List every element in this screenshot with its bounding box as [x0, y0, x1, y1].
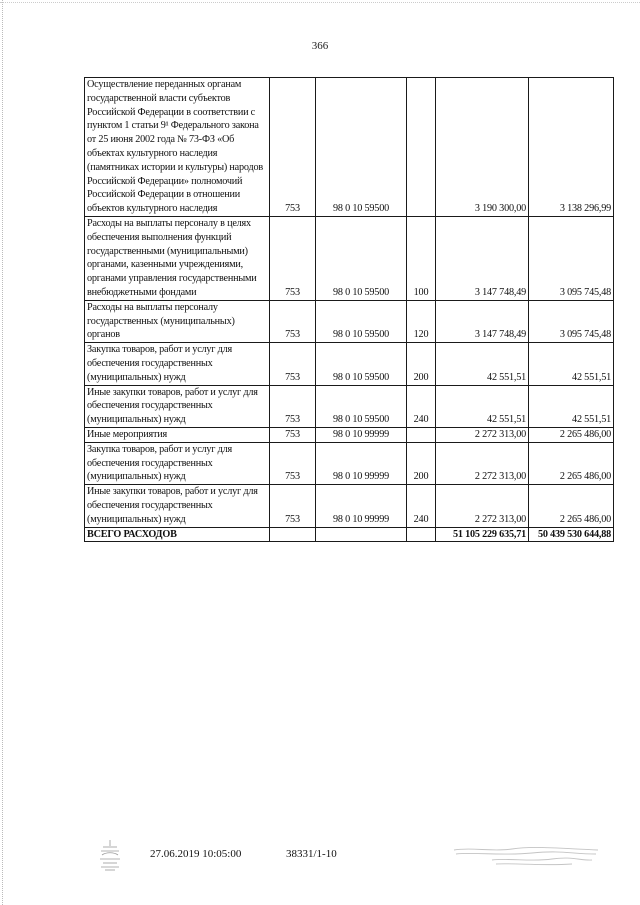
total-csr-empty: [316, 527, 407, 542]
row-sum-2019: 42 551,51: [436, 343, 529, 385]
scan-edge-left: [2, 0, 4, 905]
row-name: Иные закупки товаров, работ и услуг для обеспечения государственных (муниципальных) нужд: [85, 485, 270, 527]
row-sum-2019: 2 272 313,00: [436, 427, 529, 442]
total-grbs-empty: [270, 527, 316, 542]
row-sum-2019: 3 190 300,00: [436, 78, 529, 217]
row-name: Иные закупки товаров, работ и услуг для обеспечения государственных (муниципальных) нужд: [85, 385, 270, 427]
row-csr: 98 0 10 59500: [316, 300, 407, 342]
row-sum-2019: 2 272 313,00: [436, 485, 529, 527]
table-row: [85, 343, 614, 385]
total-row: [85, 527, 614, 542]
row-vr: 240: [407, 385, 436, 427]
scan-edge-top: [0, 2, 640, 4]
row-vr: [407, 78, 436, 217]
row-sum-2020: 3 095 745,48: [529, 300, 614, 342]
footer-doc-code: 38331/1-10: [286, 848, 337, 860]
row-sum-2020: 42 551,51: [529, 385, 614, 427]
row-sum-2019: 3 147 748,49: [436, 216, 529, 300]
row-csr: 98 0 10 99999: [316, 427, 407, 442]
row-csr: 98 0 10 99999: [316, 442, 407, 484]
row-csr: 98 0 10 59500: [316, 343, 407, 385]
table-row: [85, 300, 614, 342]
row-sum-2019: 2 272 313,00: [436, 442, 529, 484]
row-name: Расходы на выплаты персоналу в целях обеспечения выполнения функций государственными (муниципальными) органами, казенными учреждениями, органами управления государственными внебюджетными фондами: [85, 216, 270, 300]
table-row: [85, 216, 614, 300]
table-row: [85, 485, 614, 527]
budget-table: [84, 77, 614, 542]
row-grbs: 753: [270, 442, 316, 484]
row-grbs: 753: [270, 485, 316, 527]
row-sum-2020: 2 265 486,00: [529, 485, 614, 527]
row-vr: 240: [407, 485, 436, 527]
row-name: Закупка товаров, работ и услуг для обеспечения государственных (муниципальных) нужд: [85, 343, 270, 385]
row-sum-2019: 42 551,51: [436, 385, 529, 427]
row-sum-2020: 3 138 296,99: [529, 78, 614, 217]
total-label: ВСЕГО РАСХОДОВ: [85, 527, 270, 542]
row-vr: [407, 427, 436, 442]
table-row: [85, 78, 614, 217]
table-row: [85, 385, 614, 427]
footer-datetime: 27.06.2019 10:05:00: [150, 848, 242, 860]
row-sum-2019: 3 147 748,49: [436, 300, 529, 342]
row-csr: 98 0 10 59500: [316, 216, 407, 300]
total-sum-2019: 51 105 229 635,71: [436, 527, 529, 542]
row-grbs: 753: [270, 300, 316, 342]
table-row: [85, 427, 614, 442]
registry-stamp-mark: [97, 838, 123, 872]
row-csr: 98 0 10 99999: [316, 485, 407, 527]
row-sum-2020: 2 265 486,00: [529, 427, 614, 442]
row-name: Осуществление переданных органам государственной власти субъектов Российской Федерации в соответствии с пунктом 1 статьи 9¹ Федерального закона от 25 июня 2002 года № 73-ФЗ «Об объектах культурного наследия (памятниках истории и культуры) народов Российской Федерации» полномочий Российской Федерации в отношении объектов культурного наследия: [85, 78, 270, 217]
row-grbs: 753: [270, 343, 316, 385]
page-number: 366: [311, 40, 329, 52]
table-row: [85, 442, 614, 484]
row-grbs: 753: [270, 427, 316, 442]
faint-signature-stamp: [452, 844, 602, 868]
total-vr-empty: [407, 527, 436, 542]
row-sum-2020: 42 551,51: [529, 343, 614, 385]
row-sum-2020: 2 265 486,00: [529, 442, 614, 484]
total-sum-2020: 50 439 530 644,88: [529, 527, 614, 542]
row-vr: 100: [407, 216, 436, 300]
row-grbs: 753: [270, 385, 316, 427]
row-name: Иные мероприятия: [85, 427, 270, 442]
row-grbs: 753: [270, 216, 316, 300]
row-name: Расходы на выплаты персоналу государственных (муниципальных) органов: [85, 300, 270, 342]
row-name: Закупка товаров, работ и услуг для обеспечения государственных (муниципальных) нужд: [85, 442, 270, 484]
row-csr: 98 0 10 59500: [316, 385, 407, 427]
row-grbs: 753: [270, 78, 316, 217]
row-vr: 200: [407, 343, 436, 385]
row-vr: 120: [407, 300, 436, 342]
row-vr: 200: [407, 442, 436, 484]
row-sum-2020: 3 095 745,48: [529, 216, 614, 300]
row-csr: 98 0 10 59500: [316, 78, 407, 217]
